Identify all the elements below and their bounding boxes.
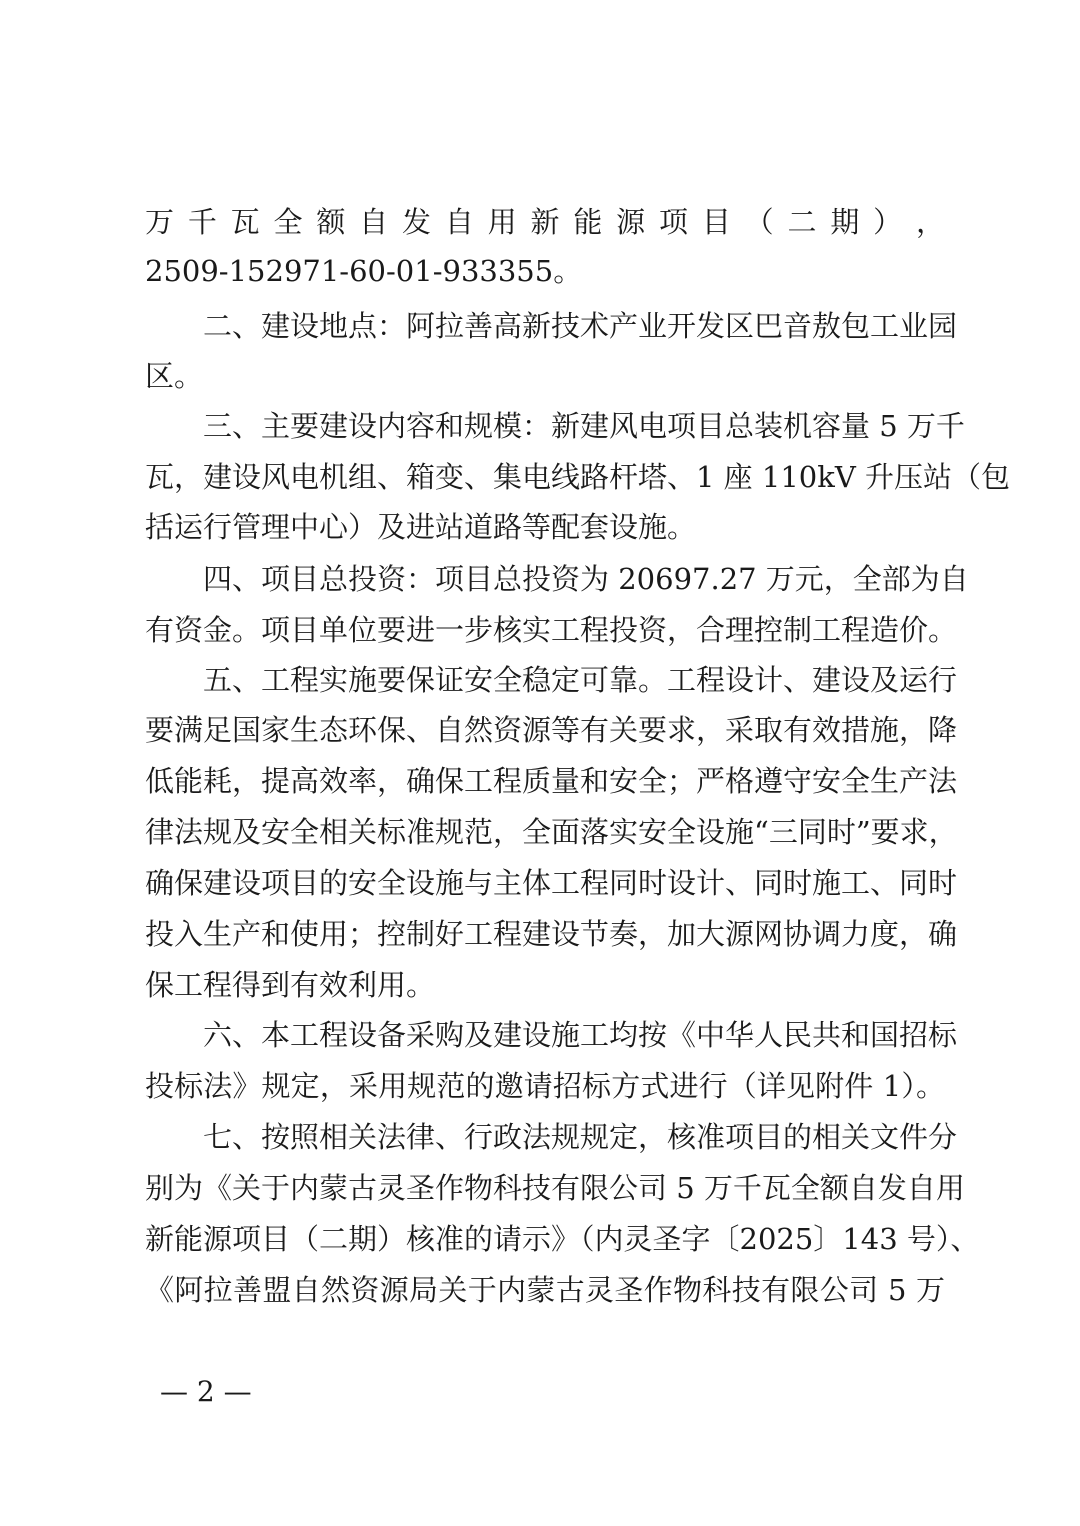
text-line-1: 万 千 瓦 全 额 自 发 自 用 新 能 源 项 目 （ 二 期 ） ， — [145, 205, 945, 239]
text-line-18: 投标法》规定，采用规范的邀请招标方式进行（详见附件 1）。 — [145, 1069, 945, 1103]
text-line-19: 七、按照相关法律、行政法规规定，核准项目的相关文件分 — [203, 1120, 958, 1154]
text-line-15: 投入生产和使用；控制好工程建设节奏，加大源网协调力度，确 — [145, 917, 958, 951]
text-line-5: 三、主要建设内容和规模：新建风电项目总装机容量 5 万千 — [203, 409, 965, 443]
text-line-21: 新能源项目（二期）核准的请示》（内灵圣字〔2025〕143 号）、 — [145, 1222, 980, 1256]
text-line-11: 要满足国家生态环保、自然资源等有关要求，采取有效措施，降 — [145, 713, 958, 747]
text-line-17: 六、本工程设备采购及建设施工均按《中华人民共和国招标 — [203, 1018, 958, 1052]
text-line-16: 保工程得到有效利用。 — [145, 968, 436, 1002]
page-number: — 2 — — [160, 1375, 252, 1408]
text-line-22: 《阿拉善盟自然资源局关于内蒙古灵圣作物科技有限公司 5 万 — [145, 1273, 945, 1307]
text-line-14: 确保建设项目的安全设施与主体工程同时设计、同时施工、同时 — [145, 866, 958, 900]
text-line-3: 二、建设地点：阿拉善高新技术产业开发区巴音敖包工业园 — [203, 309, 958, 343]
text-line-2: 2509-152971-60-01-933355。 — [145, 254, 583, 288]
text-line-8: 四、项目总投资：项目总投资为 20697.27 万元，全部为自 — [203, 562, 969, 596]
text-line-9: 有资金。项目单位要进一步核实工程投资，合理控制工程造价。 — [145, 613, 958, 647]
text-line-20: 别为《关于内蒙古灵圣作物科技有限公司 5 万千瓦全额自发自用 — [145, 1171, 965, 1205]
text-line-4: 区。 — [145, 359, 204, 393]
text-line-10: 五、工程实施要保证安全稳定可靠。工程设计、建设及运行 — [203, 663, 958, 697]
text-line-13: 律法规及安全相关标准规范，全面落实安全设施“三同时”要求， — [145, 815, 958, 849]
text-line-6: 瓦，建设风电机组、箱变、集电线路杆塔、1 座 110kV 升压站（包 — [145, 460, 1010, 494]
text-line-7: 括运行管理中心）及进站道路等配套设施。 — [145, 510, 697, 544]
text-line-12: 低能耗，提高效率，确保工程质量和安全；严格遵守安全生产法 — [145, 764, 958, 798]
